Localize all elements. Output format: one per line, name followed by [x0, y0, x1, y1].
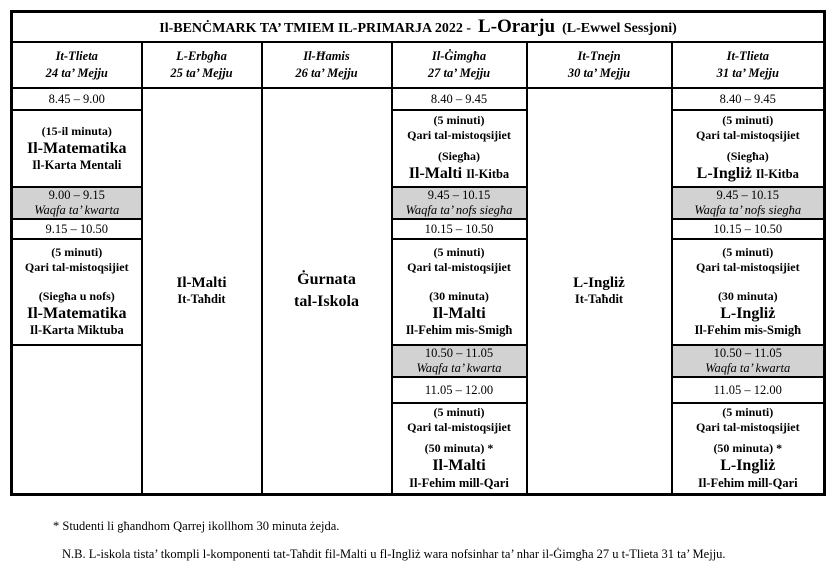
day5-activity-title: L-Ingliż [573, 274, 625, 291]
table-title [12, 12, 825, 43]
day1-date: 24 ta’ Mejju [45, 66, 108, 80]
day6-s1-duration: (5 minuti) [722, 113, 774, 128]
day4-s1-paper: Il-Kitba [466, 167, 510, 182]
day6-session-3 [672, 403, 825, 494]
day5-header [527, 42, 672, 88]
day4-s3-duration: (5 minuti) [433, 405, 485, 420]
day2-activity-cell [142, 88, 262, 494]
day6-break1-time: 9.45 – 10.15 [716, 188, 780, 202]
day4-s1-subject: Il-Malti [408, 165, 463, 183]
day1-s1-paper: Il-Karta Mentali [32, 157, 122, 172]
day4-s1-duration: (5 minuti) [433, 113, 485, 128]
day6-session-2 [672, 239, 825, 345]
day1-session-2 [12, 239, 142, 345]
day6-time-2: 10.15 – 10.50 [672, 219, 825, 239]
day6-break-2 [672, 345, 825, 377]
day6-s3-reading: Qari tal-mistoqsijiet [695, 420, 800, 435]
day4-break1-label: Waqfa ta’ nofs siegħa [405, 203, 513, 217]
day2-name: L-Erbgħa [176, 48, 227, 63]
day3-name: Il-Ħamis [303, 48, 350, 63]
day4-break-1 [392, 187, 527, 219]
day6-header [672, 42, 825, 88]
day1-break1-label: Waqfa ta’ kwarta [34, 203, 120, 217]
day3-date: 26 ta’ Mejju [295, 66, 358, 80]
day5-date: 30 ta’ Mejju [567, 66, 631, 80]
day3-activity-line1: Ġurnata [297, 271, 356, 289]
day1-name: It-Tlieta [55, 48, 98, 63]
day1-s2-duration: (5 minuti) [51, 245, 103, 260]
day4-s2-duration: (5 minuti) [433, 245, 485, 260]
day4-s2-length: (30 minuta) [429, 289, 489, 304]
day4-time-3: 11.05 – 12.00 [392, 377, 527, 403]
day4-break2-label: Waqfa ta’ kwarta [416, 361, 502, 375]
day6-s2-length: (30 minuta) [717, 289, 778, 304]
day5-name: It-Tnejn [577, 48, 621, 63]
day6-date: 31 ta’ Mejju [716, 66, 779, 80]
day6-session-1 [672, 110, 825, 187]
day4-session-2 [392, 239, 527, 345]
day1-header [12, 42, 142, 88]
day4-break1-time: 9.45 – 10.15 [427, 188, 491, 202]
day4-s2-reading: Qari tal-mistoqsijiet [407, 260, 511, 275]
day4-header [392, 42, 527, 88]
day6-s1-subject: L-Ingliż [696, 165, 752, 183]
day4-date: 27 ta’ Mejju [427, 66, 491, 80]
day6-time-1: 8.40 – 9.45 [672, 88, 825, 110]
day2-activity-sub: It-Taħdit [177, 292, 226, 307]
day6-break2-time: 10.50 – 11.05 [713, 346, 782, 360]
day6-s1-reading: Qari tal-mistoqsijiet [695, 128, 800, 143]
day1-s1-duration: (15-il minuta) [41, 123, 112, 138]
day4-break-2 [392, 345, 527, 377]
day5-activity-cell [527, 88, 672, 494]
day6-break1-label: Waqfa ta’ nofs siegħa [694, 203, 802, 217]
day1-time-2: 9.15 – 10.50 [12, 219, 142, 239]
timetable-table [10, 10, 826, 496]
day6-break2-label: Waqfa ta’ kwarta [705, 361, 791, 375]
day1-s2-subject: Il-Matematika [26, 305, 127, 323]
day6-s2-reading: Qari tal-mistoqsijiet [695, 260, 800, 275]
day3-activity-cell [262, 88, 392, 494]
day2-header [142, 42, 262, 88]
day3-header [262, 42, 392, 88]
day4-s3-paper: Il-Fehim mill-Qari [409, 475, 509, 490]
day4-break2-time: 10.50 – 11.05 [424, 346, 494, 360]
day4-s2-paper: Il-Fehim mis-Smigħ [405, 323, 513, 338]
day4-session-3 [392, 403, 527, 494]
day6-s3-duration: (5 minuti) [722, 405, 774, 420]
day6-s2-subject: L-Ingliż [720, 305, 776, 323]
title-prefix: Il-BENĊMARK TA’ TMIEM IL-PRIMARJA 2022 - [159, 21, 472, 36]
day6-s3-subject: L-Ingliż [720, 457, 776, 475]
day1-empty-cell [12, 345, 142, 494]
day2-activity-title: Il-Malti [176, 274, 227, 291]
day6-name: It-Tlieta [726, 48, 769, 63]
day4-s1-reading: Qari tal-mistoqsijiet [407, 128, 511, 143]
day4-s3-subject: Il-Malti [432, 457, 486, 475]
day6-s3-paper: Il-Fehim mill-Qari [697, 475, 798, 490]
day6-s1-length: (Siegħa) [726, 149, 769, 164]
day1-break-1 [12, 187, 142, 219]
day4-s3-reading: Qari tal-mistoqsijiet [407, 420, 511, 435]
day1-s2-paper: Il-Karta Miktuba [29, 323, 124, 338]
day4-s3-length: (50 minuta) * [424, 441, 494, 456]
day6-s1-paper: Il-Kitba [755, 167, 799, 182]
footnote-star: * Studenti li għandhom Qarrej ikollhom 30 minuta żejda. [53, 519, 340, 533]
footnote-nb: N.B. L-iskola tista’ tkompli l-komponenti tat-Taħdit fil-Malti u fl-Ingliż wara nofsinhar ta’ nhar il-Ġimgħa 27 u t-Tlieta 31 ta’ Mejju. [62, 547, 726, 561]
day3-activity-line2: tal-Iskola [294, 292, 359, 310]
day4-s1-length: (Siegħa) [438, 149, 480, 164]
day4-time-2: 10.15 – 10.50 [392, 219, 527, 239]
day6-s2-duration: (5 minuti) [722, 245, 774, 260]
day2-date: 25 ta’ Mejju [170, 66, 233, 80]
day4-session-1 [392, 110, 527, 187]
day6-s3-length: (50 minuta) * [713, 441, 783, 456]
day6-s2-paper: Il-Fehim mis-Smigħ [694, 323, 802, 338]
day4-name: Il-Ġimgħa [431, 48, 487, 63]
day1-break1-time: 9.00 – 9.15 [48, 188, 105, 202]
day6-break-1 [672, 187, 825, 219]
title-main: L-Orarju [478, 16, 556, 37]
day4-s2-subject: Il-Malti [432, 305, 486, 323]
day1-session-1 [12, 110, 142, 187]
title-suffix: (L-Ewwel Sessjoni) [562, 21, 677, 36]
day6-time-3: 11.05 – 12.00 [672, 377, 825, 403]
day1-s2-reading: Qari tal-mistoqsijiet [24, 260, 129, 275]
day5-activity-sub: It-Taħdit [574, 292, 624, 307]
day4-time-1: 8.40 – 9.45 [392, 88, 527, 110]
day1-s1-subject: Il-Matematika [26, 139, 127, 157]
day1-time-1: 8.45 – 9.00 [12, 88, 142, 110]
day1-s2-length: (Siegħa u nofs) [38, 289, 115, 304]
